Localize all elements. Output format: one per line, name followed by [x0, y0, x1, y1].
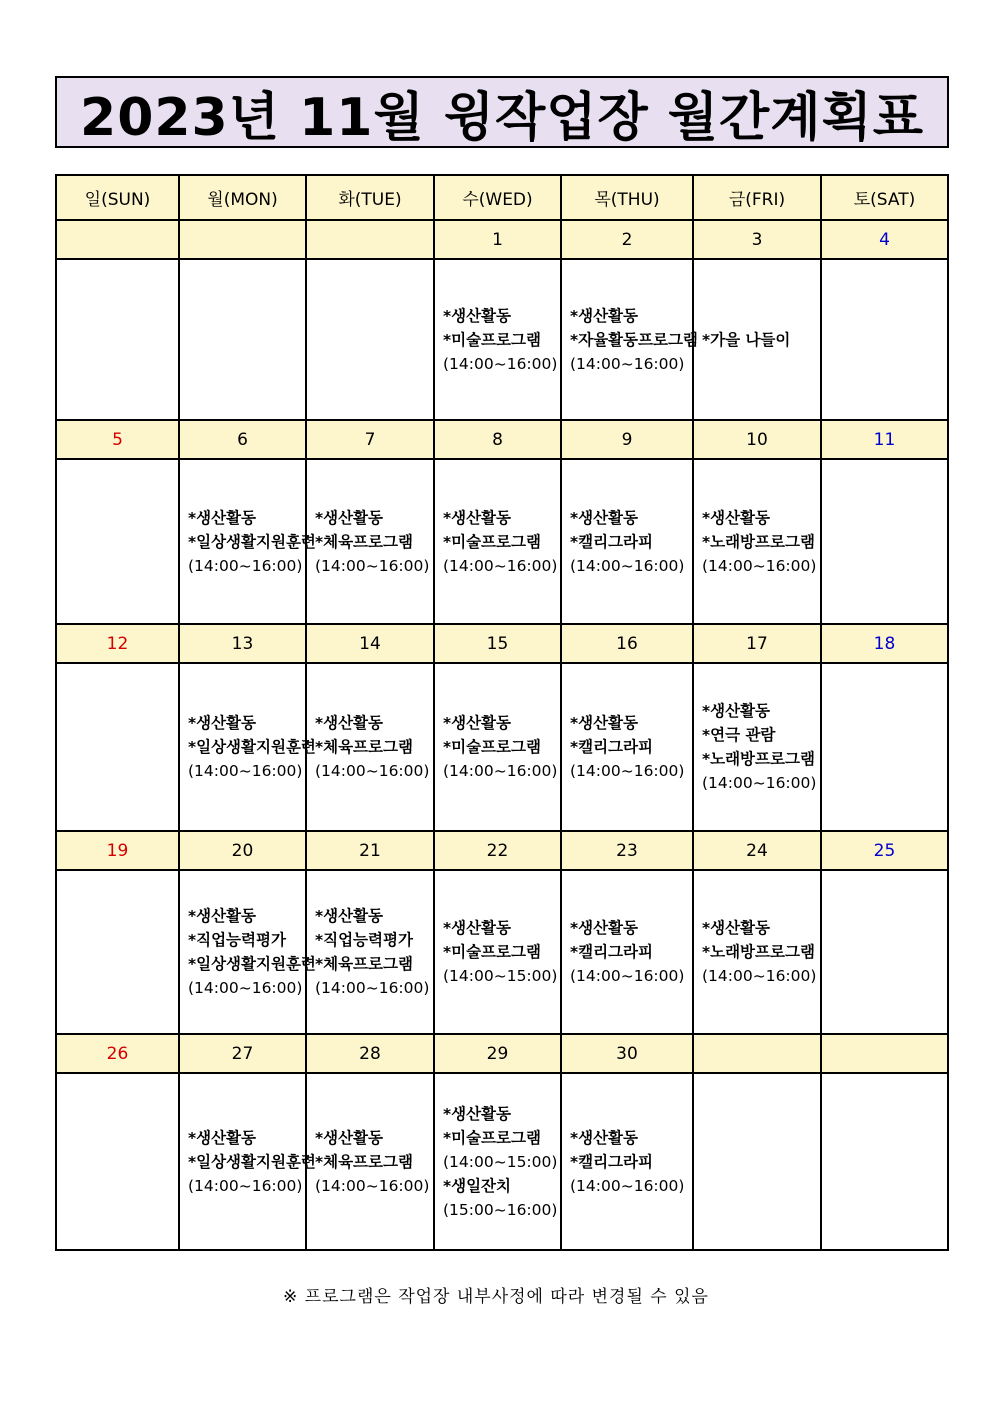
schedule-activity: *생산활동	[443, 919, 511, 937]
date-number	[179, 220, 306, 259]
schedule-activity: *노래방프로그램	[702, 943, 815, 961]
schedule-activity: *직업능력평가	[188, 931, 286, 949]
schedule-activity: *가을 나들이	[702, 330, 791, 349]
schedule-time: (14:00~16:00)	[702, 774, 817, 792]
dow-fri: 금(FRI)	[693, 175, 821, 220]
date-number: 27	[179, 1034, 306, 1073]
schedule-activity: *생산활동	[443, 714, 511, 732]
date-number: 2	[561, 220, 693, 259]
date-number: 9	[561, 420, 693, 459]
schedule-time: (14:00~16:00)	[315, 1176, 430, 1195]
schedule-activity: *생산활동	[315, 508, 383, 527]
dow-sat: 토(SAT)	[821, 175, 948, 220]
schedule-activity: *생산활동	[443, 306, 511, 325]
week-date-row	[56, 1034, 948, 1073]
schedule-cell	[434, 259, 561, 420]
schedule-cell	[693, 870, 821, 1034]
schedule-activity: *생산활동	[188, 1128, 256, 1147]
schedule-activity: *캘리그라피	[570, 1152, 653, 1171]
date-number: 20	[179, 831, 306, 870]
week-date-row	[56, 624, 948, 663]
schedule-cell	[821, 663, 948, 831]
schedule-activity: *생산활동	[188, 714, 256, 732]
schedule-activity: *생산활동	[188, 508, 256, 527]
date-number	[821, 1034, 948, 1073]
schedule-time: (14:00~16:00)	[570, 967, 685, 985]
schedule-time: (14:00~16:00)	[702, 556, 817, 575]
schedule-cell	[179, 1073, 316, 1250]
schedule-activity: *생산활동	[315, 714, 383, 732]
schedule-activity: *미술프로그램	[443, 943, 541, 961]
calendar-table	[55, 174, 949, 1251]
schedule-cell	[561, 259, 698, 420]
schedule-cell	[306, 259, 434, 420]
schedule-activity: *생산활동	[702, 508, 770, 527]
date-number: 29	[434, 1034, 561, 1073]
schedule-activity: *노래방프로그램	[702, 532, 815, 551]
date-number: 13	[179, 624, 306, 663]
schedule-cell	[434, 1073, 561, 1250]
schedule-time: (14:00~16:00)	[188, 762, 303, 780]
schedule-cell	[179, 870, 316, 1034]
date-number: 26	[56, 1034, 179, 1073]
week-schedule-row	[56, 870, 948, 1034]
schedule-cell	[306, 459, 434, 624]
week-schedule-row	[56, 663, 948, 831]
schedule-time: (14:00~16:00)	[188, 556, 303, 575]
week-schedule-row	[56, 459, 948, 624]
schedule-activity: *생산활동	[443, 1104, 511, 1123]
week-date-row	[56, 220, 948, 259]
week-date-row	[56, 831, 948, 870]
schedule-time: (14:00~15:00)	[443, 1152, 558, 1171]
schedule-cell	[179, 259, 306, 420]
schedule-activity: *생산활동	[570, 919, 638, 937]
schedule-activity: *체육프로그램	[315, 532, 413, 551]
date-number: 19	[56, 831, 179, 870]
schedule-activity: *미술프로그램	[443, 738, 541, 756]
schedule-time: (14:00~16:00)	[570, 762, 685, 780]
schedule-cell	[693, 459, 821, 624]
schedule-cell	[306, 1073, 434, 1250]
schedule-cell	[821, 459, 948, 624]
schedule-cell	[56, 259, 179, 420]
schedule-activity: *생산활동	[570, 714, 638, 732]
date-number: 28	[306, 1034, 434, 1073]
schedule-cell	[434, 663, 561, 831]
date-number: 25	[821, 831, 948, 870]
schedule-time: (14:00~16:00)	[443, 354, 558, 373]
schedule-activity: *체육프로그램	[315, 955, 413, 973]
page-title: 2023년 11월 윙작업장 월간계획표	[55, 76, 949, 148]
schedule-cell	[561, 459, 693, 624]
schedule-time: (14:00~15:00)	[443, 967, 558, 985]
schedule-cell	[179, 663, 316, 831]
schedule-time: (14:00~16:00)	[188, 979, 303, 997]
schedule-activity: *체육프로그램	[315, 738, 413, 756]
date-number: 22	[434, 831, 561, 870]
week-schedule-row	[56, 1073, 948, 1250]
date-number: 7	[306, 420, 434, 459]
day-of-week-header	[56, 175, 948, 220]
week-schedule-row	[56, 259, 948, 420]
schedule-time: (14:00~16:00)	[315, 762, 430, 780]
schedule-cell	[821, 259, 948, 420]
schedule-activity: *생일잔치	[443, 1176, 511, 1195]
schedule-activity: *일상생활지원훈련	[188, 1152, 316, 1171]
date-number: 1	[434, 220, 561, 259]
schedule-time: (14:00~16:00)	[188, 1176, 303, 1195]
schedule-activity: *캘리그라피	[570, 738, 653, 756]
dow-sun: 일(SUN)	[56, 175, 179, 220]
date-number: 18	[821, 624, 948, 663]
schedule-time: (14:00~16:00)	[315, 979, 430, 997]
schedule-cell	[561, 663, 693, 831]
schedule-cell	[821, 870, 948, 1034]
schedule-activity: *생산활동	[570, 1128, 638, 1147]
date-number: 17	[693, 624, 821, 663]
schedule-activity: *연극 관람	[702, 726, 776, 744]
date-number: 14	[306, 624, 434, 663]
schedule-activity: *일상생활지원훈련	[188, 955, 316, 973]
schedule-cell	[306, 870, 434, 1034]
schedule-activity: *자율활동프로그램	[570, 330, 698, 349]
date-number	[56, 220, 179, 259]
date-number: 4	[821, 220, 948, 259]
schedule-cell	[56, 870, 179, 1034]
schedule-activity: *직업능력평가	[315, 931, 413, 949]
schedule-activity: *생산활동	[570, 306, 638, 325]
date-number: 5	[56, 420, 179, 459]
date-number: 30	[561, 1034, 693, 1073]
date-number: 10	[693, 420, 821, 459]
dow-tue: 화(TUE)	[306, 175, 434, 220]
schedule-activity: *일상생활지원훈련	[188, 532, 316, 551]
date-number: 16	[561, 624, 693, 663]
schedule-activity: *미술프로그램	[443, 1128, 541, 1147]
schedule-time: (14:00~16:00)	[570, 1176, 685, 1195]
schedule-cell	[693, 663, 821, 831]
schedule-activity: *생산활동	[570, 508, 638, 527]
date-number	[693, 1034, 821, 1073]
schedule-cell	[434, 459, 561, 624]
schedule-activity: *체육프로그램	[315, 1152, 413, 1171]
date-number: 6	[179, 420, 306, 459]
date-number: 24	[693, 831, 821, 870]
date-number: 23	[561, 831, 693, 870]
schedule-activity: *노래방프로그램	[702, 750, 815, 768]
date-number	[306, 220, 434, 259]
schedule-activity: *생산활동	[702, 702, 770, 720]
date-number: 21	[306, 831, 434, 870]
schedule-activity: *일상생활지원훈련	[188, 738, 316, 756]
schedule-activity: *미술프로그램	[443, 532, 541, 551]
schedule-activity: *생산활동	[315, 907, 383, 925]
schedule-cell	[56, 1073, 179, 1250]
schedule-activity: *생산활동	[188, 907, 256, 925]
schedule-activity: *미술프로그램	[443, 330, 541, 349]
dow-thu: 목(THU)	[561, 175, 693, 220]
schedule-cell	[434, 870, 561, 1034]
schedule-activity: *생산활동	[315, 1128, 383, 1147]
schedule-time: (14:00~16:00)	[315, 556, 430, 575]
schedule-time: (14:00~16:00)	[702, 967, 817, 985]
schedule-activity: *캘리그라피	[570, 943, 653, 961]
dow-mon: 월(MON)	[179, 175, 306, 220]
schedule-time: (14:00~16:00)	[570, 354, 685, 373]
date-number: 15	[434, 624, 561, 663]
schedule-time: (14:00~16:00)	[443, 556, 558, 575]
schedule-activity: *생산활동	[443, 508, 511, 527]
date-number: 8	[434, 420, 561, 459]
footnote: ※ 프로그램은 작업장 내부사정에 따라 변경될 수 있음	[283, 1287, 709, 1307]
schedule-time: (14:00~16:00)	[570, 556, 685, 575]
schedule-activity: *생산활동	[702, 919, 770, 937]
date-number: 11	[821, 420, 948, 459]
schedule-cell	[693, 259, 821, 420]
week-date-row	[56, 420, 948, 459]
schedule-cell	[306, 663, 434, 831]
schedule-cell	[56, 459, 179, 624]
schedule-time: (15:00~16:00)	[443, 1200, 558, 1219]
schedule-activity: *캘리그라피	[570, 532, 653, 551]
schedule-cell	[693, 1073, 821, 1250]
schedule-cell	[561, 870, 693, 1034]
date-number: 3	[693, 220, 821, 259]
schedule-cell	[179, 459, 316, 624]
schedule-time: (14:00~16:00)	[443, 762, 558, 780]
date-number: 12	[56, 624, 179, 663]
schedule-cell	[56, 663, 179, 831]
dow-wed: 수(WED)	[434, 175, 561, 220]
schedule-cell	[561, 1073, 693, 1250]
schedule-cell	[821, 1073, 948, 1250]
